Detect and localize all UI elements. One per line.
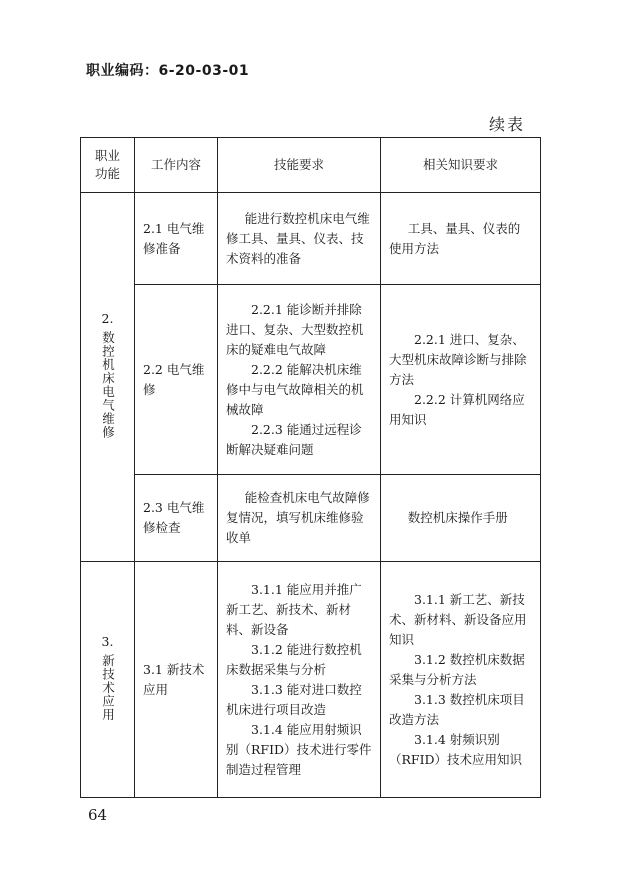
skill-item: 3.1.4 能应用射频识别（RFID）技术进行零件制造过程管理	[226, 721, 372, 777]
skill-item: 3.1.3 能对进口数控机床进行项目改造	[226, 681, 362, 717]
header-knowledge: 相关知识要求	[381, 138, 541, 193]
skill-cell	[218, 475, 381, 562]
work-content: 3.1 新技术应用	[135, 562, 218, 798]
continued-label: 续表	[489, 115, 526, 134]
header-skill: 技能要求	[218, 138, 381, 193]
occupation-code: 职业编码：6-20-03-01	[86, 63, 250, 79]
skill-item: 3.1.2 能进行数控机床数据采集与分析	[226, 641, 362, 677]
table-row	[81, 562, 541, 798]
knowledge-item: 3.1.3 数控机床项目改造方法	[389, 691, 525, 727]
function-cell-3	[81, 562, 135, 798]
function-name: 数控机床电气维修	[100, 331, 116, 439]
work-content: 2.1 电气维修准备	[135, 193, 218, 285]
work-content: 2.3 电气维修检查	[135, 475, 218, 562]
knowledge-item: 2.2.2 计算机网络应用知识	[389, 391, 525, 427]
header-function	[81, 138, 135, 193]
skill-cell	[218, 193, 381, 285]
work-content: 2.2 电气维修	[135, 285, 218, 475]
table-row	[81, 285, 541, 475]
skill-item: 2.2.2 能解决机床维修中与电气故障相关的机械故障	[226, 361, 364, 417]
knowledge-item: 数控机床操作手册	[407, 510, 508, 525]
skill-cell	[218, 562, 381, 798]
header-function-line: 职业	[94, 148, 120, 163]
function-name: 新技术应用	[100, 653, 116, 722]
knowledge-cell	[381, 562, 541, 798]
table-row	[81, 475, 541, 562]
knowledge-cell	[381, 475, 541, 562]
skill-cell	[218, 285, 381, 475]
skill-item: 2.2.1 能诊断并排除进口、复杂、大型数控机床的疑难电气故障	[226, 301, 364, 357]
skill-item: 3.1.1 能应用并推广新工艺、新技术、新材料、新设备	[226, 581, 362, 637]
knowledge-cell	[381, 193, 541, 285]
knowledge-item: 3.1.4 射频识别（RFID）技术应用知识	[389, 731, 523, 767]
knowledge-cell	[381, 285, 541, 475]
table-row	[81, 193, 541, 285]
knowledge-item: 工具、量具、仪表的使用方法	[389, 220, 521, 256]
header-work: 工作内容	[135, 138, 218, 193]
knowledge-item: 3.1.1 新工艺、新技术、新材料、新设备应用知识	[389, 591, 527, 647]
knowledge-item: 2.2.1 进口、复杂、大型机床故障诊断与排除方法	[389, 331, 527, 387]
skill-standard-table	[80, 137, 541, 798]
table-header-row	[81, 138, 541, 193]
skill-item: 能进行数控机床电气维修工具、量具、仪表、技术资料的准备	[226, 210, 370, 266]
function-number: 3.	[101, 633, 114, 649]
skill-item: 能检查机床电气故障修复情况，填写机床维修验收单	[226, 490, 370, 545]
page-number: 64	[88, 806, 108, 824]
skill-item: 2.2.3 能通过远程诊断解决疑难问题	[226, 421, 362, 457]
function-number: 2.	[101, 311, 114, 326]
function-cell-2	[81, 193, 135, 562]
header-function-line: 功能	[94, 166, 120, 181]
knowledge-item: 3.1.2 数控机床数据采集与分析方法	[389, 651, 525, 687]
